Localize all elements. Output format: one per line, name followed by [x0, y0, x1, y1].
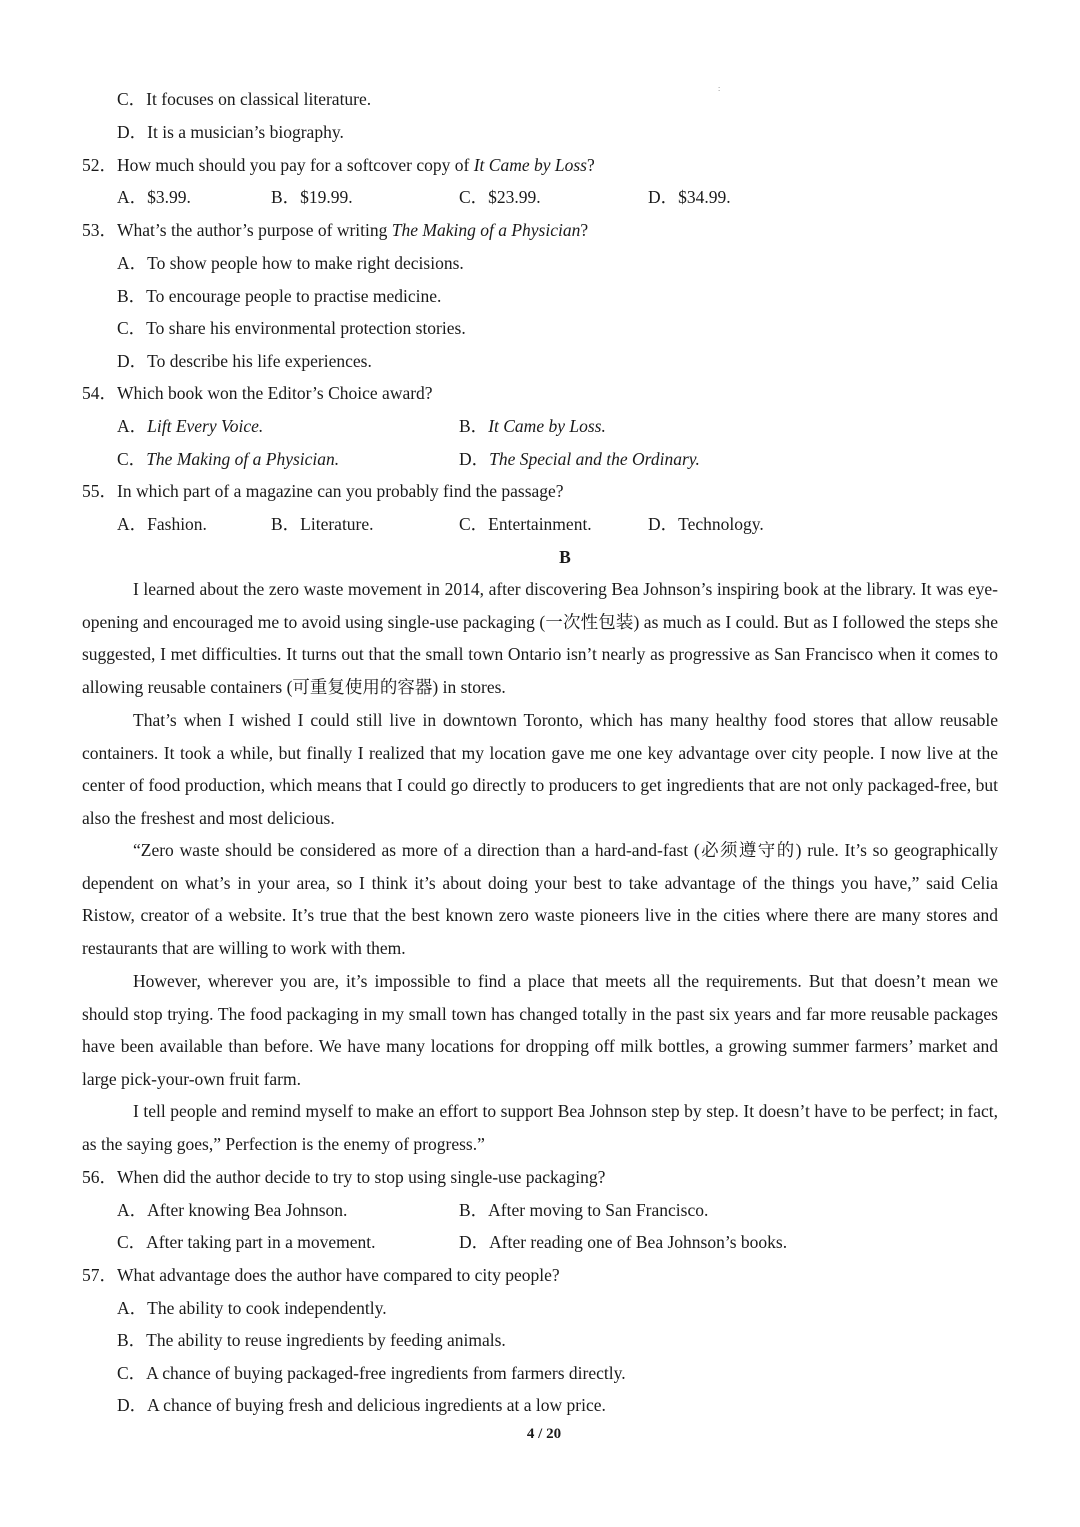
q56-option-b: B．After moving to San Francisco. — [459, 1200, 709, 1220]
q55-option-c: C．Entertainment. — [459, 514, 592, 534]
q57-option-a: A．The ability to cook independently. — [117, 1298, 387, 1318]
q56-option-a: A．After knowing Bea Johnson. — [117, 1200, 348, 1220]
q55-stem: 55．In which part of a magazine can you probably find the passage? — [82, 481, 564, 501]
q57-option-d: D．A chance of buying fresh and delicious ingredients at a low price. — [117, 1395, 606, 1415]
section-heading: B — [559, 547, 571, 567]
q54-option-c: C．The Making of a Physician. — [117, 449, 340, 469]
q52-option-b: B．$19.99. — [271, 187, 353, 207]
q56-option-c: C．After taking part in a movement. — [117, 1232, 376, 1252]
q55-option-b: B．Literature. — [271, 514, 374, 534]
q54-stem: 54．Which book won the Editor’s Choice award? — [82, 383, 433, 403]
q57-stem: 57．What advantage does the author have compared to city people? — [82, 1265, 560, 1285]
q55-option-a: A．Fashion. — [117, 514, 207, 534]
passage-paragraph-3: “Zero waste should be considered as more of a direction than a hard-and-fast (必须遵守的) rule. It’s so geographically dependent on what’s in your area, so I think it’s about doing your best to take advantage of the things you have,” said Celia Ristow, creator of a website. It’s true that the best known zero waste pioneers live in the cities where there are many stores and restaurants that are willing to work with them. — [82, 840, 998, 959]
q53-option-a: A．To show people how to make right decisions. — [117, 253, 464, 273]
q54-option-a: A．Lift Every Voice. — [117, 416, 264, 436]
passage-paragraph-1: I learned about the zero waste movement in 2014, after discovering Bea Johnson’s inspiring book at the library. It was eye-opening and encouraged me to avoid using single-use packaging (一次性包装) as much as I could. But as I followed the steps she suggested, I met difficulties. It turns out that the small town Ontario isn’t nearly as progressive as San Francisco when it comes to allowing reusable containers (可重复使用的容器) in stores. — [82, 579, 998, 698]
passage-paragraph-5: I tell people and remind myself to make an effort to support Bea Johnson step by step. It doesn’t have to be perfect; in fact, as the saying goes,” Perfection is the enemy of progress.” — [82, 1101, 998, 1154]
q55-option-d: D．Technology. — [648, 514, 764, 534]
q54-option-b: B．It Came by Loss. — [459, 416, 606, 436]
q51-option-c: C．It focuses on classical literature. — [117, 89, 372, 109]
page-number: 4 / 20 — [526, 1426, 562, 1442]
q53-book-title: The Making of a Physician — [391, 220, 581, 240]
q52-option-d: D．$34.99. — [648, 187, 731, 207]
q56-stem: 56．When did the author decide to try to stop using single-use packaging? — [82, 1167, 606, 1187]
q52-stem: 52．How much should you pay for a softcover copy of It Came by Loss? — [82, 155, 595, 175]
scan-mark: : — [718, 84, 721, 93]
q51-option-d: D．It is a musician’s biography. — [117, 122, 344, 142]
q53-option-d: D．To describe his life experiences. — [117, 351, 372, 371]
q54-option-d: D．The Special and the Ordinary. — [459, 449, 700, 469]
q52-option-a: A．$3.99. — [117, 187, 191, 207]
passage-paragraph-2: That’s when I wished I could still live in downtown Toronto, which has many healthy food stores that allow reusable containers. It took a while, but finally I realized that my location gave me one key advantage over city people. I now live at the center of food production, which means that I could go directly to producers to get ingredients that are not only packaged-free, but also the freshest and most delicious. — [82, 710, 998, 829]
q53-option-b: B．To encourage people to practise medicine. — [117, 286, 442, 306]
q57-option-c: C．A chance of buying packaged-free ingredients from farmers directly. — [117, 1363, 626, 1383]
q52-option-c: C．$23.99. — [459, 187, 541, 207]
passage-paragraph-4: However, wherever you are, it’s impossible to find a place that meets all the requirements. But that doesn’t mean we should stop trying. The food packaging in my small town has changed totally in the past six years and far more reusable packages have been available than before. We have many locations for dropping off milk bottles, a growing summer farmers’ market and large pick-your-own fruit farm. — [82, 971, 998, 1090]
q52-book-title: It Came by Loss — [473, 155, 587, 175]
q53-option-c: C．To share his environmental protection stories. — [117, 318, 466, 338]
q57-option-b: B．The ability to reuse ingredients by feeding animals. — [117, 1330, 506, 1350]
q53-stem: 53．What’s the author’s purpose of writing The Making of a Physician? — [82, 220, 589, 240]
q56-option-d: D．After reading one of Bea Johnson’s books. — [459, 1232, 788, 1252]
